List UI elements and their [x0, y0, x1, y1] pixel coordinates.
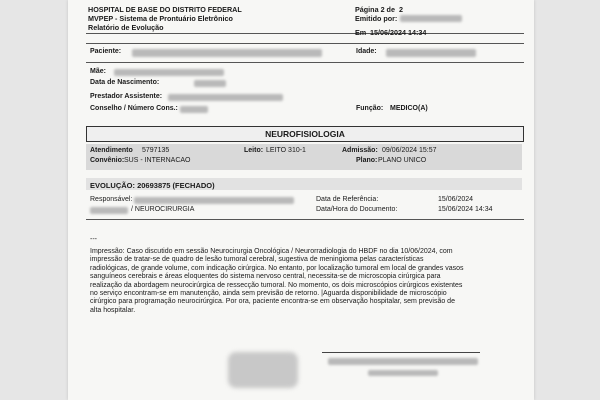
- separator-dashes: ---: [90, 236, 97, 243]
- attendance-label: Atendimento: [90, 147, 133, 154]
- redacted-responsible: [134, 197, 294, 204]
- admission-label: Admissão:: [342, 147, 378, 154]
- redacted-birth-date: [194, 80, 226, 87]
- redacted-responsible-name: [90, 207, 128, 214]
- redacted-signature: [228, 352, 298, 388]
- bed-label: Leito:: [244, 147, 264, 154]
- signature-line: [322, 352, 480, 353]
- function-label: Função:: [356, 105, 384, 112]
- admission-value: 09/06/2024 15:57: [382, 147, 437, 154]
- age-label: Idade:: [356, 48, 377, 55]
- responsible-label: Responsável:: [90, 196, 133, 203]
- provider-label: Prestador Assistente:: [90, 93, 163, 100]
- patient-divider: [86, 62, 524, 63]
- text-line: no serviço encontram-se em manutenção, ainda sem previsão de retorno. |Aguarda disponibilidade de microscópio: [90, 290, 447, 298]
- text-line: alta hospitalar.: [90, 306, 136, 314]
- function-value: MEDICO(A): [390, 105, 428, 112]
- system-name: MVPEP - Sistema de Prontuário Eletrônico: [88, 14, 233, 23]
- plan-value: PLANO UNICO: [378, 157, 427, 164]
- plan-label: Plano:: [356, 157, 378, 164]
- evolution-divider: [86, 219, 524, 220]
- reference-date-label: Data de Referência:: [316, 196, 379, 203]
- reference-date-value: 15/06/2024: [438, 196, 474, 203]
- document-datetime-value: 15/06/2024 14:34: [438, 206, 493, 213]
- issued-at-value: 15/06/2024 14:34: [370, 28, 427, 37]
- hospital-name: HOSPITAL DE BASE DO DISTRITO FEDERAL: [88, 5, 242, 14]
- agreement-value: SUS - INTERNACAO: [124, 157, 191, 164]
- section-title: NEUROFISIOLOGIA: [86, 126, 524, 142]
- agreement-label: Convênio:: [90, 157, 125, 164]
- text-line: Impressão: Caso discutido em sessão Neurocirurgia Oncológica / Neurorradiologia do HBDF no dia 10/06/2024, com: [90, 248, 453, 255]
- council-label: Conselho / Número Cons.:: [90, 105, 178, 112]
- specialty: / NEUROCIRURGIA: [131, 206, 195, 213]
- mother-label: Mãe:: [90, 68, 106, 75]
- text-line: impressão de tratar-se de quadro de lesão tumoral cerebral, sugestiva de meningioma pelas características: [90, 256, 424, 264]
- page-number-total: 2: [399, 5, 403, 14]
- redacted-provider: [168, 94, 283, 101]
- birth-date-label: Data de Nascimento:: [90, 79, 160, 86]
- attendance-value: 5797135: [142, 147, 170, 154]
- document-page: [68, 0, 534, 400]
- text-line: cirúrgico para programação neurocirúrgica. Por ora, paciente encontra-se em observação hospitalar, sem previsão de: [90, 298, 455, 306]
- text-line: sanguíneos cerebrais e áreas eloquentes do sistema nervoso central, necessita-se de microscopia cirúrgica para: [90, 273, 441, 281]
- redacted-age: [386, 49, 476, 57]
- text-line: realização da abordagem neurocirúrgica de ressecção tumoral. No momento, os dois microscópios cirúrgicos existentes: [90, 281, 463, 289]
- redacted-signer-name: [328, 358, 478, 365]
- redacted-issuer: [400, 15, 462, 22]
- issued-by-label: Emitido por:: [355, 14, 398, 23]
- issued-at-label: Em: [355, 28, 367, 37]
- evolution-title: EVOLUÇÃO: 20693875 (FECHADO): [90, 181, 215, 190]
- redacted-council: [180, 106, 208, 113]
- redacted-patient-name: [132, 49, 322, 57]
- redacted-signer-id: [368, 370, 438, 376]
- text-line: radiológicas, de grande volume, com indicação cirúrgica. No entanto, por localização tumoral em local de grandes vasos: [90, 264, 464, 272]
- patient-label: Paciente:: [90, 48, 122, 55]
- page-number-label: Página 2 de: [355, 5, 395, 14]
- bed-value: LEITO 310-1: [266, 147, 306, 154]
- document-datetime-label: Data/Hora do Documento:: [316, 206, 398, 213]
- report-title: Relatório de Evolução: [88, 23, 164, 32]
- header-divider: [86, 33, 524, 34]
- redacted-mother: [114, 69, 224, 76]
- evolution-text: [90, 248, 520, 315]
- patient-top-divider: [86, 43, 524, 44]
